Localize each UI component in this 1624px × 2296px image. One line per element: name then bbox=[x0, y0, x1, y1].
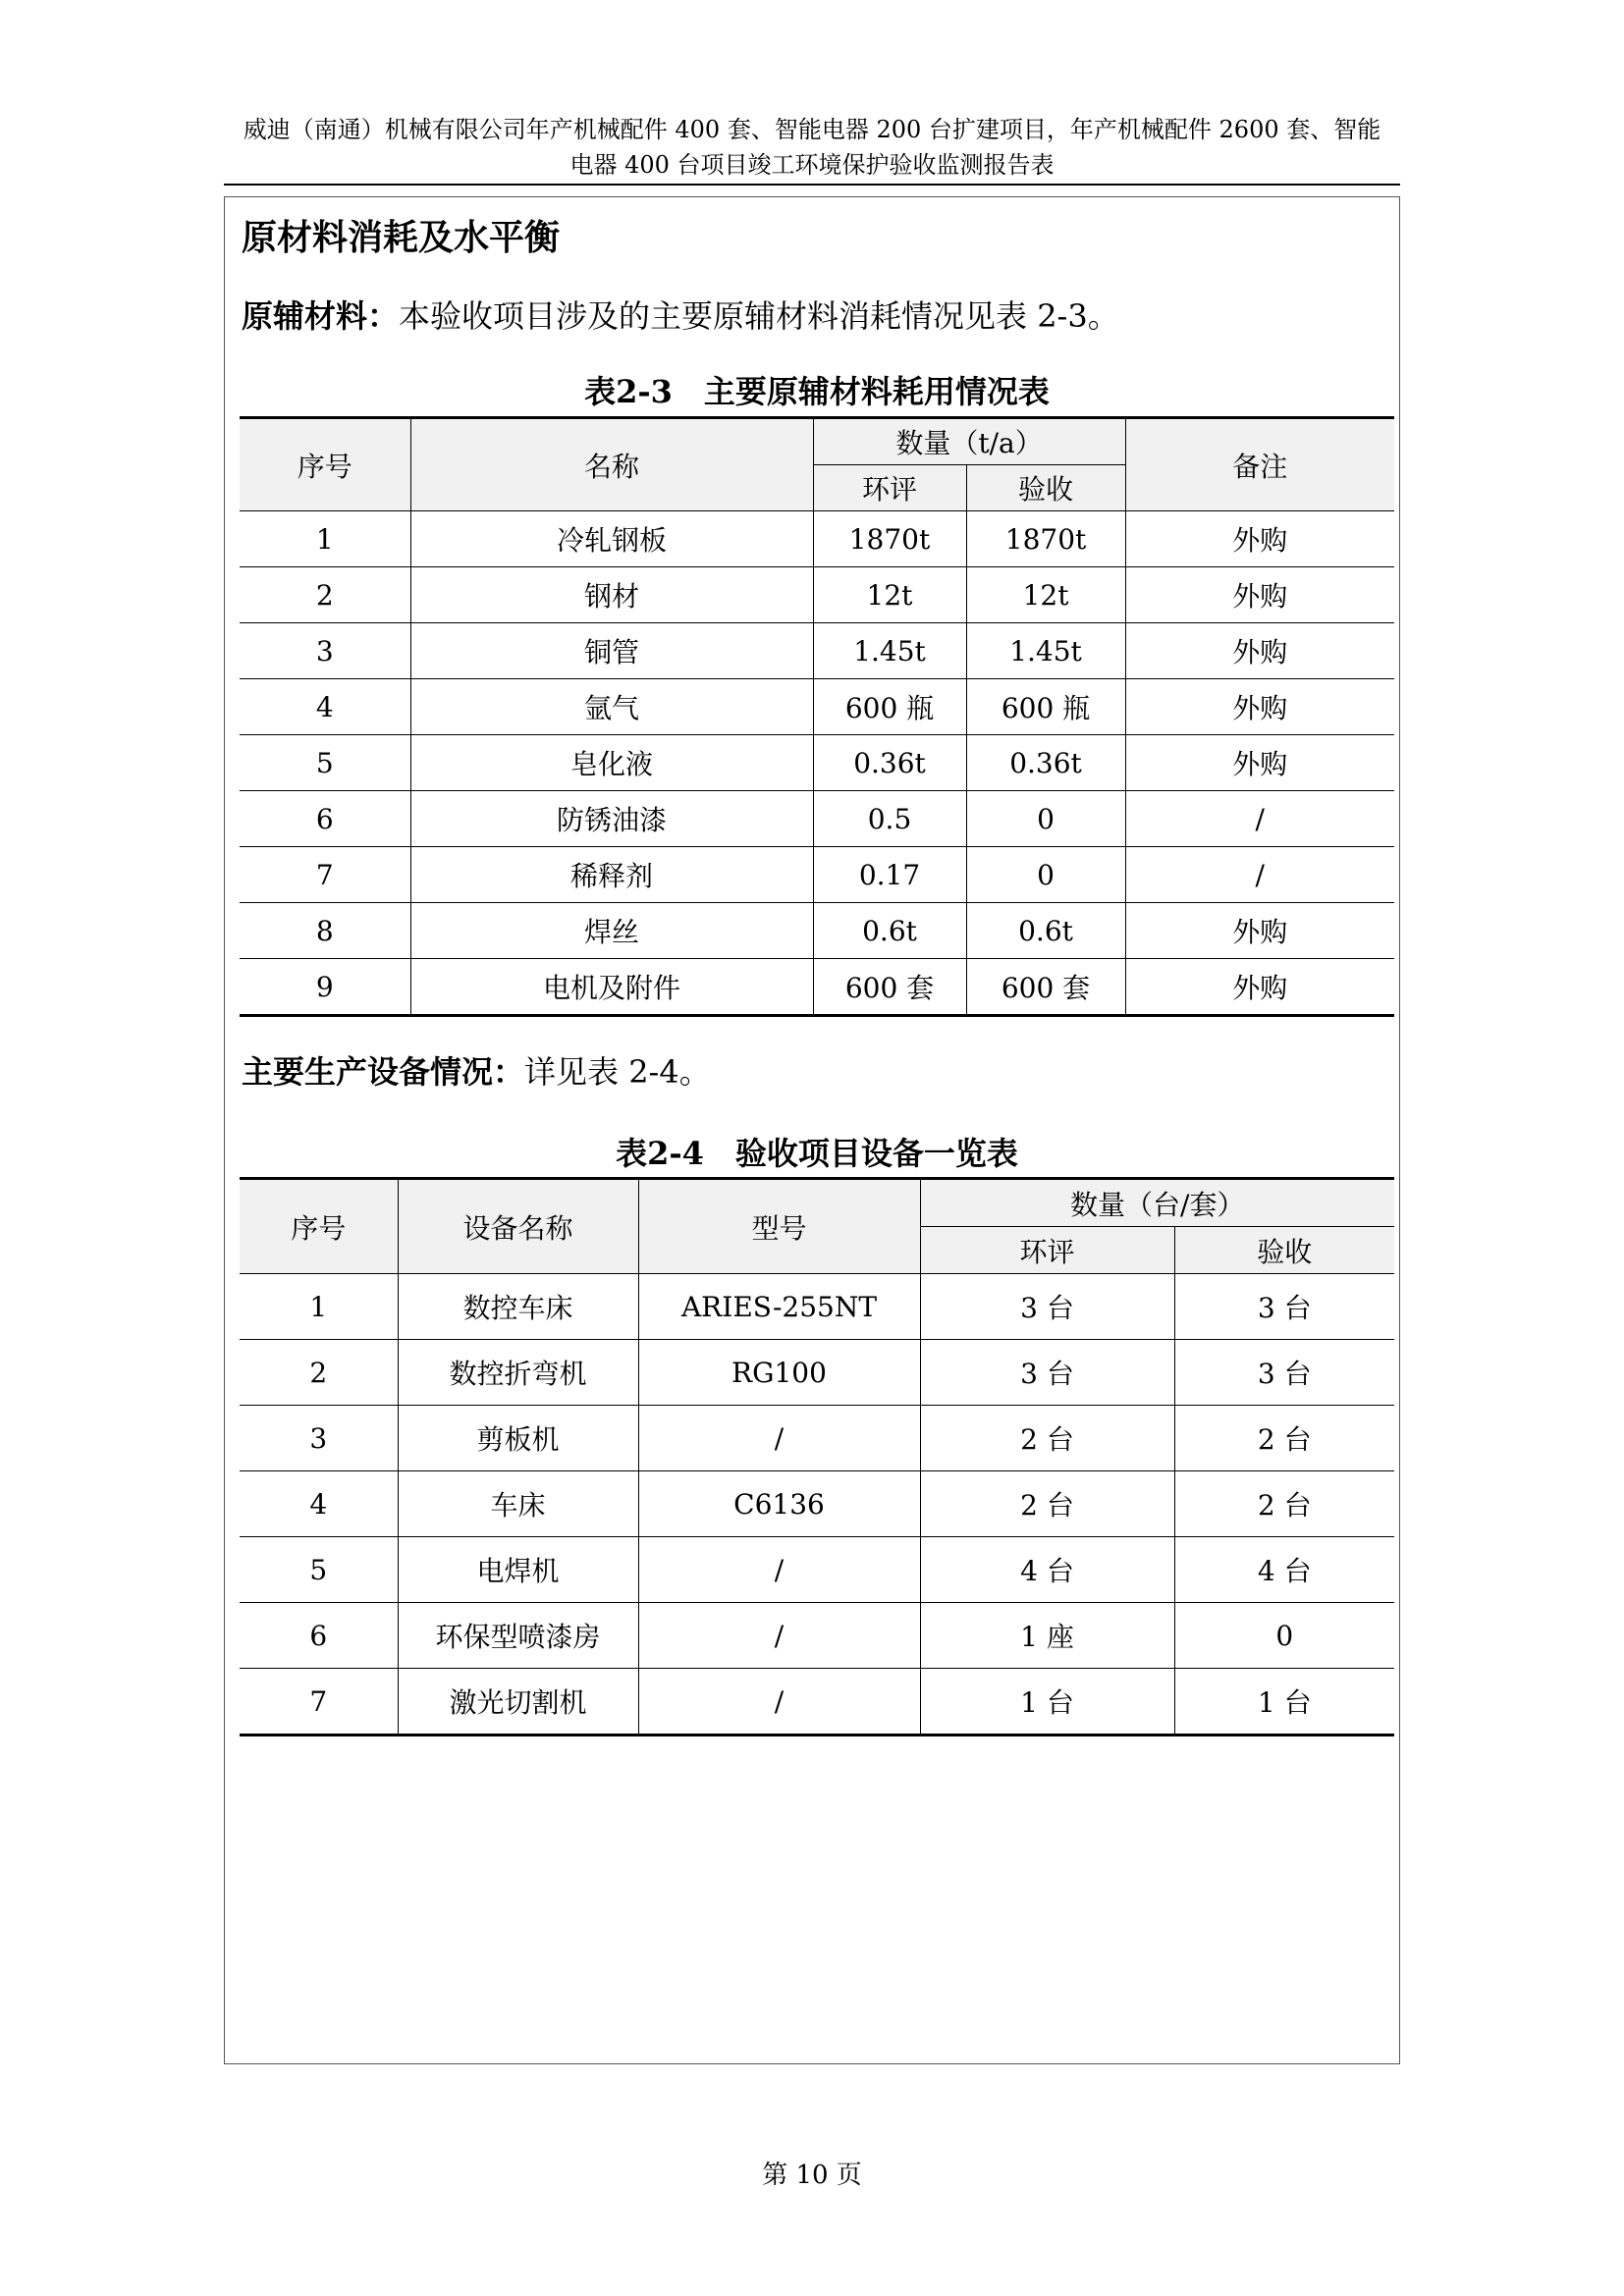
table1-header-row bbox=[240, 418, 1394, 465]
cell-model: C6136 bbox=[638, 1471, 920, 1537]
cell-acceptance: 4 台 bbox=[1174, 1537, 1394, 1603]
table-row bbox=[240, 623, 1394, 679]
cell-acceptance: 0.36t bbox=[966, 735, 1125, 791]
table-row bbox=[240, 903, 1394, 959]
cell-no: 6 bbox=[240, 1603, 398, 1669]
cell-no: 2 bbox=[240, 1340, 398, 1406]
cell-eia: 0.5 bbox=[813, 791, 966, 847]
cell-name: 激光切割机 bbox=[398, 1669, 638, 1735]
cell-acceptance: 2 台 bbox=[1174, 1406, 1394, 1471]
cell-no: 3 bbox=[240, 623, 410, 679]
cell-acceptance: 2 台 bbox=[1174, 1471, 1394, 1537]
cell-model: / bbox=[638, 1537, 920, 1603]
cell-name: 稀释剂 bbox=[410, 847, 813, 903]
cell-acceptance: 600 套 bbox=[966, 959, 1125, 1016]
cell-name: 数控折弯机 bbox=[398, 1340, 638, 1406]
cell-model: / bbox=[638, 1406, 920, 1471]
table-row bbox=[240, 959, 1394, 1016]
cell-remark: 外购 bbox=[1125, 567, 1394, 623]
cell-eia: 4 台 bbox=[920, 1537, 1174, 1603]
cell-eia: 0.17 bbox=[813, 847, 966, 903]
cell-name: 剪板机 bbox=[398, 1406, 638, 1471]
materials-table bbox=[240, 416, 1394, 1017]
cell-model: / bbox=[638, 1669, 920, 1735]
cell-no: 6 bbox=[240, 791, 410, 847]
cell-no: 7 bbox=[240, 847, 410, 903]
cell-eia: 600 套 bbox=[813, 959, 966, 1016]
cell-eia: 2 台 bbox=[920, 1471, 1174, 1537]
table-row bbox=[240, 847, 1394, 903]
cell-no: 4 bbox=[240, 679, 410, 735]
table1-header-qty: 数量（t/a） bbox=[813, 418, 1125, 465]
cell-remark: 外购 bbox=[1125, 679, 1394, 735]
table-row bbox=[240, 1471, 1394, 1537]
table-row bbox=[240, 567, 1394, 623]
table1-header-name: 名称 bbox=[410, 418, 813, 511]
cell-name: 电机及附件 bbox=[410, 959, 813, 1016]
cell-no: 5 bbox=[240, 735, 410, 791]
table-row bbox=[240, 1340, 1394, 1406]
table-row bbox=[240, 735, 1394, 791]
cell-acceptance: 0 bbox=[1174, 1603, 1394, 1669]
cell-name: 数控车床 bbox=[398, 1274, 638, 1340]
cell-name: 氩气 bbox=[410, 679, 813, 735]
cell-model: / bbox=[638, 1603, 920, 1669]
cell-remark: 外购 bbox=[1125, 959, 1394, 1016]
page-number: 第 10 页 bbox=[762, 2161, 862, 2190]
cell-no: 9 bbox=[240, 959, 410, 1016]
cell-model: RG100 bbox=[638, 1340, 920, 1406]
cell-acceptance: 1.45t bbox=[966, 623, 1125, 679]
cell-eia: 12t bbox=[813, 567, 966, 623]
cell-no: 2 bbox=[240, 567, 410, 623]
cell-acceptance: 1870t bbox=[966, 511, 1125, 567]
equipment-paragraph bbox=[242, 1050, 711, 1094]
cell-no: 1 bbox=[240, 1274, 398, 1340]
table-row bbox=[240, 511, 1394, 567]
table2-header-no: 序号 bbox=[240, 1179, 398, 1274]
page-header bbox=[224, 112, 1400, 183]
cell-name: 环保型喷漆房 bbox=[398, 1603, 638, 1669]
table-row bbox=[240, 791, 1394, 847]
cell-name: 皂化液 bbox=[410, 735, 813, 791]
table-row bbox=[240, 1669, 1394, 1735]
equipment-label: 主要生产设备情况： bbox=[242, 1053, 525, 1091]
equipment-table bbox=[240, 1177, 1394, 1736]
cell-acceptance: 0 bbox=[966, 847, 1125, 903]
cell-no: 7 bbox=[240, 1669, 398, 1735]
cell-model: ARIES-255NT bbox=[638, 1274, 920, 1340]
cell-remark: 外购 bbox=[1125, 735, 1394, 791]
cell-acceptance: 1 台 bbox=[1174, 1669, 1394, 1735]
materials-paragraph bbox=[242, 294, 1119, 338]
table2-header-name: 设备名称 bbox=[398, 1179, 638, 1274]
cell-no: 1 bbox=[240, 511, 410, 567]
cell-name: 焊丝 bbox=[410, 903, 813, 959]
table1-header-eia: 环评 bbox=[813, 465, 966, 511]
cell-remark: / bbox=[1125, 791, 1394, 847]
cell-eia: 1 座 bbox=[920, 1603, 1174, 1669]
section-title: 原材料消耗及水平衡 bbox=[242, 217, 561, 258]
cell-eia: 0.6t bbox=[813, 903, 966, 959]
cell-no: 8 bbox=[240, 903, 410, 959]
cell-eia: 3 台 bbox=[920, 1274, 1174, 1340]
table-row bbox=[240, 1537, 1394, 1603]
table-row bbox=[240, 679, 1394, 735]
cell-eia: 1 台 bbox=[920, 1669, 1174, 1735]
cell-name: 冷轧钢板 bbox=[410, 511, 813, 567]
header-line-1: 威迪（南通）机械有限公司年产机械配件 400 套、智能电器 200 台扩建项目，年产机械配件 2600 套、智能 bbox=[243, 116, 1381, 143]
header-rule bbox=[224, 184, 1400, 186]
materials-text: 本验收项目涉及的主要原辅材料消耗情况见表 2-3。 bbox=[399, 297, 1119, 335]
table2-header-eia: 环评 bbox=[920, 1227, 1174, 1274]
table1-header-acceptance: 验收 bbox=[966, 465, 1125, 511]
cell-eia: 2 台 bbox=[920, 1406, 1174, 1471]
cell-no: 4 bbox=[240, 1471, 398, 1537]
cell-remark: 外购 bbox=[1125, 903, 1394, 959]
table-row bbox=[240, 1603, 1394, 1669]
cell-no: 5 bbox=[240, 1537, 398, 1603]
cell-name: 铜管 bbox=[410, 623, 813, 679]
cell-acceptance: 0.6t bbox=[966, 903, 1125, 959]
cell-eia: 3 台 bbox=[920, 1340, 1174, 1406]
cell-acceptance: 3 台 bbox=[1174, 1340, 1394, 1406]
cell-eia: 600 瓶 bbox=[813, 679, 966, 735]
cell-eia: 1870t bbox=[813, 511, 966, 567]
table1-header-remark: 备注 bbox=[1125, 418, 1394, 511]
table-row bbox=[240, 1274, 1394, 1340]
cell-name: 电焊机 bbox=[398, 1537, 638, 1603]
equipment-text: 详见表 2-4。 bbox=[524, 1053, 711, 1091]
cell-name: 钢材 bbox=[410, 567, 813, 623]
cell-acceptance: 12t bbox=[966, 567, 1125, 623]
cell-acceptance: 0 bbox=[966, 791, 1125, 847]
table2-header-model: 型号 bbox=[638, 1179, 920, 1274]
cell-remark: / bbox=[1125, 847, 1394, 903]
cell-eia: 0.36t bbox=[813, 735, 966, 791]
cell-remark: 外购 bbox=[1125, 623, 1394, 679]
table1-header-no: 序号 bbox=[240, 418, 410, 511]
table2-header-qty: 数量（台/套） bbox=[920, 1179, 1394, 1227]
table-row bbox=[240, 1406, 1394, 1471]
table1-caption: 表2-3 主要原辅材料耗用情况表 bbox=[584, 373, 1050, 410]
table2-header-acceptance: 验收 bbox=[1174, 1227, 1394, 1274]
cell-eia: 1.45t bbox=[813, 623, 966, 679]
table2-caption: 表2-4 验收项目设备一览表 bbox=[616, 1135, 1018, 1172]
cell-remark: 外购 bbox=[1125, 511, 1394, 567]
cell-acceptance: 3 台 bbox=[1174, 1274, 1394, 1340]
table2-header-row bbox=[240, 1179, 1394, 1227]
cell-no: 3 bbox=[240, 1406, 398, 1471]
header-line-2: 电器 400 台项目竣工环境保护验收监测报告表 bbox=[569, 151, 1055, 179]
cell-acceptance: 600 瓶 bbox=[966, 679, 1125, 735]
cell-name: 车床 bbox=[398, 1471, 638, 1537]
cell-name: 防锈油漆 bbox=[410, 791, 813, 847]
materials-label: 原辅材料： bbox=[242, 297, 400, 335]
